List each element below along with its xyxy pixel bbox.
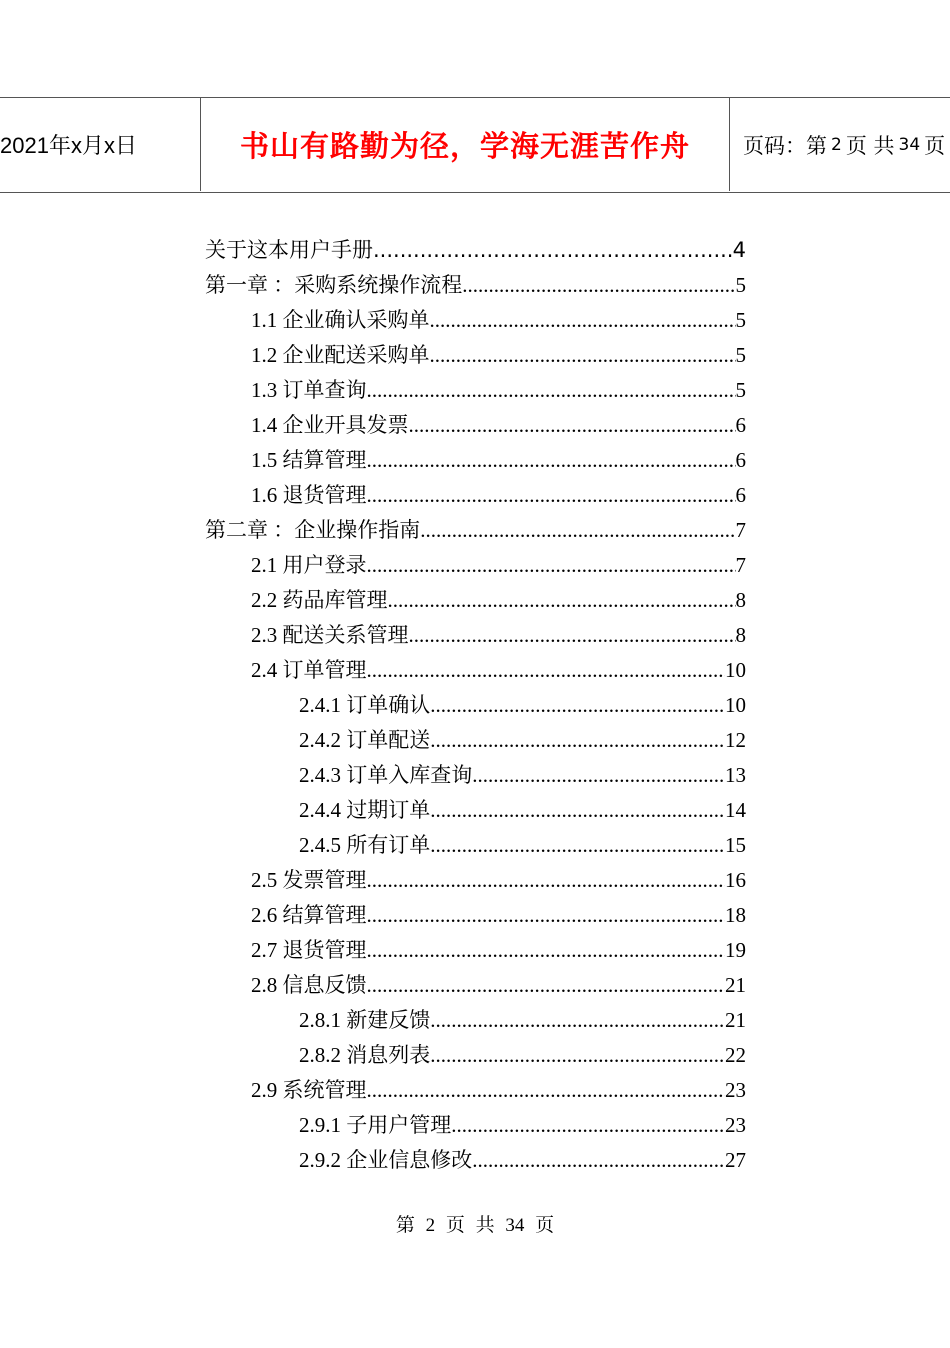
toc-entry-page: 4 — [732, 238, 746, 262]
header-page-number — [731, 98, 950, 191]
toc-entry[interactable] — [251, 928, 746, 963]
header-page-mid: 页 共 — [845, 133, 895, 158]
toc-leader-dots — [367, 937, 726, 963]
header-motto: 书山有路勤为径，学海无涯苦作舟 — [200, 98, 730, 191]
toc-entry[interactable] — [299, 998, 746, 1033]
toc-entry-title: 1.2 企业配送采购单 — [251, 343, 430, 367]
toc-entry-title: 2.2 药品库管理 — [251, 588, 388, 612]
toc-leader-dots — [409, 412, 736, 438]
toc-entry[interactable] — [251, 403, 746, 438]
toc-leader-dots — [451, 1112, 725, 1138]
toc-entry-title: 1.6 退货管理 — [251, 483, 367, 507]
header-total-pages: 34 — [898, 134, 921, 155]
toc-leader-dots — [367, 867, 726, 893]
toc-entry-page: 16 — [725, 868, 746, 892]
toc-leader-dots — [430, 307, 736, 333]
toc-entry-page: 12 — [725, 728, 746, 752]
toc-entry[interactable] — [251, 543, 746, 578]
toc-entry[interactable] — [251, 333, 746, 368]
toc-leader-dots — [472, 1147, 725, 1173]
toc-entry[interactable] — [251, 473, 746, 508]
toc-entry[interactable] — [251, 858, 746, 893]
toc-leader-dots — [430, 797, 725, 823]
toc-entry[interactable] — [251, 1068, 746, 1103]
toc-entry-page: 19 — [725, 938, 746, 962]
header-page-tail: 页 — [924, 133, 946, 158]
toc-entry-title: 2.8.2 消息列表 — [299, 1043, 431, 1067]
toc-entry-title: 2.3 配送关系管理 — [251, 623, 409, 647]
toc-leader-dots — [367, 1077, 726, 1103]
toc-entry[interactable] — [299, 1138, 746, 1173]
toc-entry[interactable] — [299, 823, 746, 858]
toc-entry-title: 关于这本用户手册 — [205, 238, 373, 262]
toc-leader-dots — [367, 482, 736, 508]
toc-leader-dots — [430, 1042, 725, 1068]
toc-leader-dots — [430, 832, 725, 858]
toc-leader-dots — [388, 587, 736, 613]
toc-entry-title: 1.3 订单查询 — [251, 378, 367, 402]
header-page-label: 页码：第 — [743, 133, 827, 158]
toc-entry[interactable] — [251, 438, 746, 473]
toc-entry-page: 8 — [735, 588, 746, 612]
toc-entry-title: 第二章 ：企业操作指南 — [205, 518, 421, 542]
toc-entry-title: 2.8.1 新建反馈 — [299, 1008, 431, 1032]
page-header — [0, 97, 950, 193]
toc-leader-dots — [367, 552, 736, 578]
toc-entry[interactable] — [299, 683, 746, 718]
toc-entry-title: 1.5 结算管理 — [251, 448, 367, 472]
toc-entry[interactable] — [205, 228, 746, 263]
toc-entry-page: 22 — [725, 1043, 746, 1067]
toc-entry-title: 2.9 系统管理 — [251, 1078, 367, 1102]
toc-entry-title: 1.4 企业开具发票 — [251, 413, 409, 437]
toc-entry-title: 2.8 信息反馈 — [251, 973, 367, 997]
toc-entry-title: 2.9.1 子用户管理 — [299, 1113, 452, 1137]
toc-leader-dots — [430, 342, 736, 368]
toc-entry[interactable] — [299, 1103, 746, 1138]
toc-entry-title: 2.4.3 订单入库查询 — [299, 763, 473, 787]
toc-leader-dots — [462, 272, 735, 298]
toc-entry-page: 14 — [725, 798, 746, 822]
toc-entry[interactable] — [251, 368, 746, 403]
toc-entry-page: 21 — [725, 1008, 746, 1032]
header-date: 2021年x月x日 — [0, 133, 137, 158]
toc-entry-title: 2.7 退货管理 — [251, 938, 367, 962]
toc-entry-page: 5 — [735, 343, 746, 367]
toc-leader-dots — [367, 902, 726, 928]
toc-entry-title: 2.9.2 企业信息修改 — [299, 1148, 473, 1172]
toc-entry-page: 5 — [735, 308, 746, 332]
toc-entry[interactable] — [251, 963, 746, 998]
page-footer: 第 2 页 共 34 页 — [395, 1215, 555, 1236]
toc-entry-page: 5 — [735, 378, 746, 402]
toc-entry-page: 8 — [735, 623, 746, 647]
toc-entry[interactable] — [251, 893, 746, 928]
toc-entry-title: 第一章 ：采购系统操作流程 — [205, 273, 463, 297]
toc-entry-page: 23 — [725, 1078, 746, 1102]
toc-entry[interactable] — [299, 1033, 746, 1068]
toc-leader-dots — [373, 237, 733, 263]
toc-entry[interactable] — [299, 718, 746, 753]
toc-leader-dots — [420, 517, 735, 543]
toc-leader-dots — [367, 377, 736, 403]
toc-entry[interactable] — [251, 298, 746, 333]
toc-entry-title: 1.1 企业确认采购单 — [251, 308, 430, 332]
toc-entry-page: 6 — [735, 413, 746, 437]
toc-entry-page: 10 — [725, 693, 746, 717]
toc-entry-page: 18 — [725, 903, 746, 927]
toc-entry-page: 6 — [735, 448, 746, 472]
toc-entry-title: 2.4 订单管理 — [251, 658, 367, 682]
toc-entry-page: 7 — [735, 553, 746, 577]
toc-entry-page: 15 — [725, 833, 746, 857]
toc-entry[interactable] — [299, 753, 746, 788]
toc-entry[interactable] — [205, 263, 746, 298]
toc-entry-title: 2.5 发票管理 — [251, 868, 367, 892]
toc-entry-title: 2.4.1 订单确认 — [299, 693, 431, 717]
toc-entry[interactable] — [205, 508, 746, 543]
toc-entry[interactable] — [251, 648, 746, 683]
header-page-num: 2 — [831, 134, 842, 155]
toc-leader-dots — [430, 692, 725, 718]
toc-leader-dots — [430, 1007, 725, 1033]
toc-entry-page: 27 — [725, 1148, 746, 1172]
toc-leader-dots — [409, 622, 736, 648]
toc-entry[interactable] — [299, 788, 746, 823]
toc-entry-page: 21 — [725, 973, 746, 997]
toc-entry-title: 2.6 结算管理 — [251, 903, 367, 927]
toc-entry-page: 10 — [725, 658, 746, 682]
toc-leader-dots — [367, 447, 736, 473]
toc-leader-dots — [472, 762, 725, 788]
toc-entry-title: 2.1 用户登录 — [251, 553, 367, 577]
toc-entry-page: 23 — [725, 1113, 746, 1137]
toc-entry-title: 2.4.4 过期订单 — [299, 798, 431, 822]
toc-leader-dots — [367, 972, 726, 998]
toc-leader-dots — [430, 727, 725, 753]
toc-entry-title: 2.4.2 订单配送 — [299, 728, 431, 752]
toc-entry-page: 13 — [725, 763, 746, 787]
toc-entry[interactable] — [251, 613, 746, 648]
toc-entry-page: 7 — [735, 518, 746, 542]
toc-entry-page: 6 — [735, 483, 746, 507]
toc-leader-dots — [367, 657, 726, 683]
toc-entry-title: 2.4.5 所有订单 — [299, 833, 431, 857]
toc-entry[interactable] — [251, 578, 746, 613]
toc-entry-page: 5 — [735, 273, 746, 297]
